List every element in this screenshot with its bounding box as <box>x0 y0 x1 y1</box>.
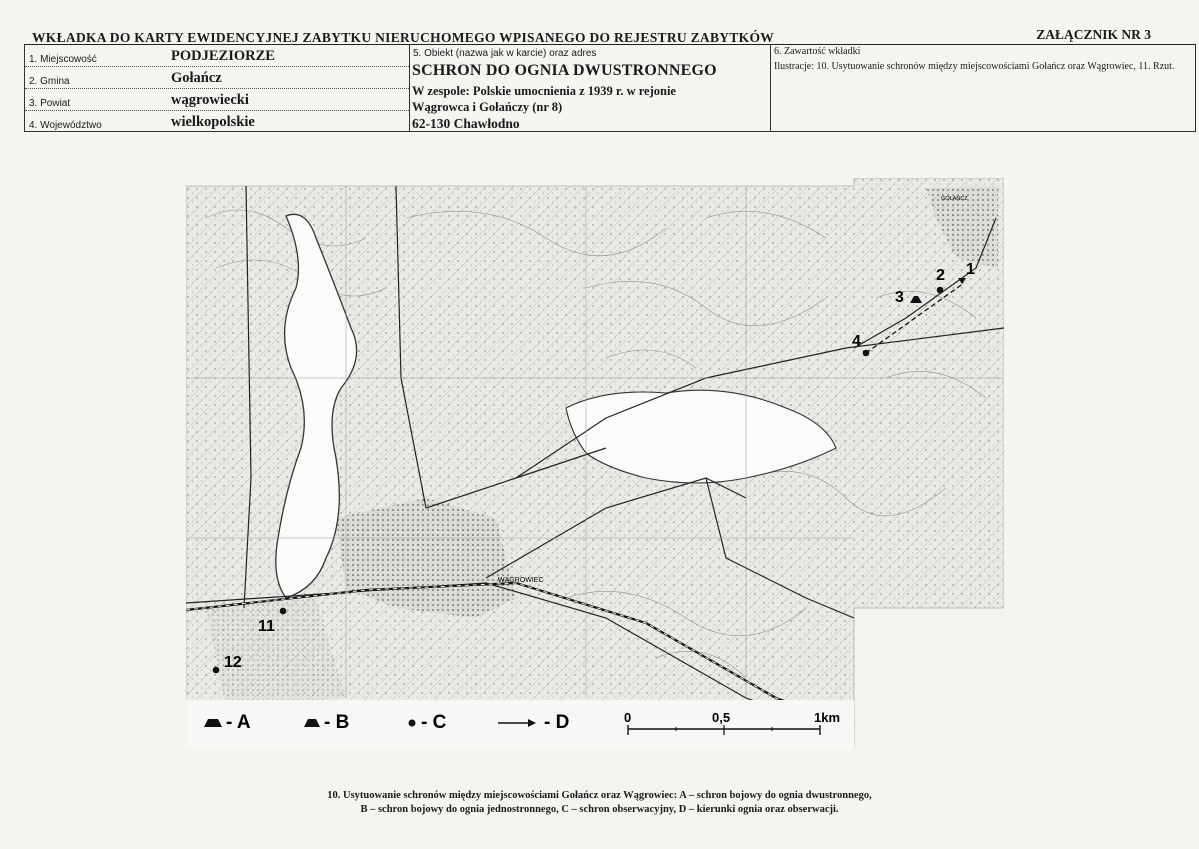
record-card-table <box>24 44 1196 132</box>
contents-column <box>770 44 1195 131</box>
annex-number: ZAŁĄCZNIK NR 3 <box>1036 27 1151 42</box>
field-row-powiat <box>25 88 409 111</box>
legend-b-label: - B <box>324 712 350 733</box>
marker-label: 1 <box>966 261 975 278</box>
card-title: WKŁADKA DO KARTY EWIDENCYJNEJ ZABYTKU NIERUCHOMEGO WPISANEGO DO REJESTRU ZABYTKÓW <box>32 30 775 45</box>
marker-label: 11 <box>258 618 275 635</box>
scale-full: 1km <box>814 710 841 725</box>
legend-c-label: - C <box>421 712 447 733</box>
place-label-wagrowiec: WĄGROWIEC <box>498 577 544 584</box>
object-label: 5. Obiekt (nazwa jak w karcie) oraz adres <box>413 48 597 59</box>
field-label: 1. Miejscowość <box>29 54 97 65</box>
field-label: 4. Województwo <box>29 120 102 131</box>
object-group-line1: W zespole: Polskie umocnienia z 1939 r. w rejonie <box>412 84 676 98</box>
object-group-line2: Wągrowca i Gołańczy (nr 8) <box>412 100 563 114</box>
legend-a-label: - A <box>226 712 251 733</box>
object-column <box>409 44 771 131</box>
legend-d-label: - D <box>544 712 570 733</box>
location-column <box>25 44 410 131</box>
field-label: 3. Powiat <box>29 98 71 109</box>
marker-label: 3 <box>895 289 904 306</box>
contents-text: Ilustracje: 10. Usytuowanie schronów między miejscowościami Gołańcz oraz Wągrowiec, 11. Rzut. <box>774 61 1175 72</box>
field-value: wielkopolskie <box>171 114 255 130</box>
marker-label: 12 <box>224 654 242 671</box>
map-canvas <box>186 178 1004 748</box>
field-value: Gołańcz <box>171 70 222 86</box>
topographic-map <box>186 178 1004 748</box>
scale-zero: 0 <box>624 710 632 725</box>
field-row-wojewodztwo <box>25 110 409 132</box>
object-name: SCHRON DO OGNIA DWUSTRONNEGO <box>412 62 717 79</box>
scale-half: 0,5 <box>712 710 731 725</box>
place-label-golancz: GOŁAŃCZ <box>941 196 968 202</box>
field-value: PODJEZIORZE <box>171 48 275 64</box>
field-row-miejscowosc <box>25 44 409 67</box>
contents-label: 6. Zawartość wkładki <box>774 46 861 57</box>
marker-label: 4 <box>852 333 861 350</box>
field-value: wągrowiecki <box>171 92 249 108</box>
legend-strip <box>186 700 854 748</box>
marker-label: 2 <box>936 267 945 284</box>
caption-line2: B – schron bojowy do ognia jednostronnego, C – schron obserwacyjny, D – kierunki ognia oraz obserwacji. <box>360 804 839 815</box>
caption-line1: 10. Usytuowanie schronów między miejscowościami Gołańcz oraz Wągrowiec: A – schron bojowy do ognia dwustronnego, <box>327 790 872 801</box>
figure-caption <box>0 789 1199 817</box>
field-row-gmina <box>25 66 409 89</box>
field-label: 2. Gmina <box>29 76 70 87</box>
object-address: 62-130 Chawłodno <box>412 116 520 131</box>
